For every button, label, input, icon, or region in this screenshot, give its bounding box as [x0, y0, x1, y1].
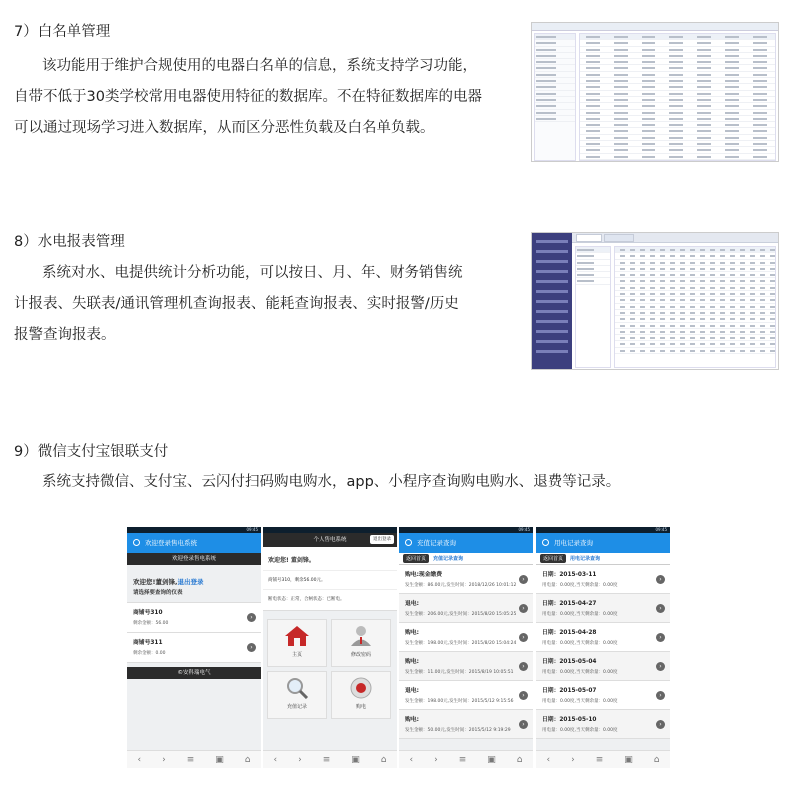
menu-icon[interactable]: ≡ — [458, 754, 467, 765]
chevron-right-icon: › — [519, 691, 528, 700]
tile-change-password[interactable]: 修改密码 — [331, 619, 391, 667]
grid-row — [535, 116, 575, 122]
status-info: 断电状态：正常，合闸状态：已断电。 — [263, 589, 397, 611]
tile-home[interactable]: 主页 — [267, 619, 327, 667]
list-item[interactable]: 商铺号310 剩余金额：56.00 › — [127, 603, 261, 633]
prompt: 请选择要查询的仪表 — [127, 588, 261, 603]
app-header: 欢迎登录售电系统 — [127, 533, 261, 553]
back-home-button[interactable]: 返回首页 — [403, 554, 429, 563]
section-7-line-1: 该功能用于维护合规使用的电器白名单的信息，系统支持学习功能， — [42, 58, 477, 74]
camera-icon[interactable] — [405, 539, 412, 546]
chevron-right-icon: › — [247, 613, 256, 622]
section-7-line-2: 自带不低于30类学校常用电器使用特征的数据库。不在特征数据库的电器 — [14, 89, 482, 105]
forward-icon[interactable]: › — [434, 754, 438, 765]
tabs-icon[interactable]: ▣ — [351, 754, 360, 765]
list-item[interactable]: 日期：2015-05-07 用电量：0.00度,当天剩余量：0.00度 › — [536, 681, 670, 710]
list-item[interactable]: 购电: 发生金额：50.00元,发生时间：2015/5/12 9:19:29 › — [399, 710, 533, 739]
section-8-line-2: 计报表、失联表/通讯管理机查询报表、能耗查询报表、实时报警/历史 — [14, 296, 459, 312]
app-header: 用电记录查询 — [536, 533, 670, 553]
app-header: 充值记录查询 — [399, 533, 533, 553]
list-item[interactable]: 商铺号311 剩余金额：0.00 › — [127, 633, 261, 663]
system-nav — [127, 750, 261, 768]
phone-recharge — [399, 527, 533, 768]
logout-link[interactable]: 退出登录 — [177, 578, 204, 586]
forward-icon[interactable]: › — [571, 754, 575, 765]
forward-icon[interactable]: › — [162, 754, 166, 765]
chevron-right-icon: › — [519, 662, 528, 671]
list-item[interactable]: 日期：2015-04-27 用电量：0.00度,当天剩余量：0.00度 › — [536, 594, 670, 623]
tile-recharge-record[interactable]: 充值记录 — [267, 671, 327, 719]
list-item[interactable]: 退电: 发生金额：206.00元,发生时间：2015/8/20 15:05:25 › — [399, 594, 533, 623]
back-home-button[interactable]: 返回首页 — [540, 554, 566, 563]
phone-login — [127, 527, 261, 768]
status-bar: 09:45 — [127, 527, 261, 533]
back-icon[interactable]: ‹ — [409, 754, 414, 765]
whitelist-screenshot — [531, 22, 779, 162]
grid-row — [615, 348, 775, 354]
list-item[interactable]: 购电:现金缴费 发生金额：86.00元,发生时间：2018/12/26 10:01:12 › — [399, 565, 533, 594]
list-item[interactable]: 日期：2015-04-28 用电量：0.00度,当天剩余量：0.00度 › — [536, 623, 670, 652]
tab-recharge-query[interactable]: 充值记录查询 — [433, 556, 464, 562]
chevron-right-icon: › — [656, 662, 665, 671]
chevron-right-icon: › — [656, 720, 665, 729]
list-item[interactable]: 日期：2015-05-10 用电量：0.00度,当天剩余量：0.00度 › — [536, 710, 670, 739]
tab-usage-query[interactable]: 用电记录查询 — [570, 556, 601, 562]
grid-row — [580, 154, 775, 160]
camera-icon[interactable] — [133, 539, 140, 546]
section-9-line-1: 系统支持微信、支付宝、云闪付扫码购电购水，app、小程序查询购电购水、退费等记录。 — [42, 474, 621, 490]
chevron-right-icon: › — [519, 720, 528, 729]
report-screenshot — [531, 232, 779, 370]
app-header: 个人售电系统 退出登录 — [263, 533, 397, 547]
footer: ©安科瑞电气 — [127, 667, 261, 679]
tabs-icon[interactable]: ▣ — [215, 754, 224, 765]
home-icon[interactable]: ⌂ — [244, 754, 251, 765]
section-8-line-3: 报警查询报表。 — [14, 327, 116, 343]
section-9-heading: 9）微信支付宝银联支付 — [14, 444, 169, 460]
section-7-heading: 7）白名单管理 — [14, 24, 111, 40]
list-item[interactable]: 日期：2015-03-11 用电量：0.00度,当天剩余量：0.00度 › — [536, 565, 670, 594]
phone-home — [263, 527, 397, 768]
power-dial-icon — [348, 677, 374, 699]
list-item[interactable]: 退电: 发生金额：198.00元,发生时间：2015/5/12 9:15:56 › — [399, 681, 533, 710]
greeting-line: 欢迎您! 董剑锋。 — [263, 547, 397, 570]
chevron-right-icon: › — [519, 604, 528, 613]
back-icon[interactable]: ‹ — [273, 754, 278, 765]
list-item[interactable]: 购电: 发生金额：198.00元,发生时间：2015/8/20 15:04:24 › — [399, 623, 533, 652]
tabs-icon[interactable]: ▣ — [624, 754, 633, 765]
section-7-line-3: 可以通过现场学习进入数据库，从而区分恶性负载及白名单负载。 — [14, 120, 435, 136]
camera-icon[interactable] — [542, 539, 549, 546]
section-8-line-1: 系统对水、电提供统计分析功能，可以按日、月、年、财务销售统 — [42, 265, 463, 281]
back-icon[interactable]: ‹ — [137, 754, 142, 765]
system-nav — [399, 750, 533, 768]
greeting-line: 欢迎您!董剑锋,退出登录 — [133, 578, 204, 586]
tab-bar — [536, 553, 670, 565]
magnifier-icon — [284, 677, 310, 699]
tile-buy-power[interactable]: 购电 — [331, 671, 391, 719]
house-icon — [284, 625, 310, 647]
menu-icon[interactable]: ≡ — [186, 754, 195, 765]
forward-icon[interactable]: › — [298, 754, 302, 765]
chevron-right-icon: › — [519, 633, 528, 642]
system-nav — [536, 750, 670, 768]
phone-usage — [536, 527, 670, 768]
chevron-right-icon: › — [656, 691, 665, 700]
chevron-right-icon: › — [656, 604, 665, 613]
tabs-icon[interactable]: ▣ — [487, 754, 496, 765]
tab-bar — [399, 553, 533, 565]
home-icon[interactable]: ⌂ — [653, 754, 660, 765]
menu-icon[interactable]: ≡ — [322, 754, 331, 765]
status-bar: 09:45 — [399, 527, 533, 533]
system-nav — [263, 750, 397, 768]
home-icon[interactable]: ⌂ — [380, 754, 387, 765]
user-icon — [348, 625, 374, 647]
status-bar: 09:45 — [536, 527, 670, 533]
chevron-right-icon: › — [656, 575, 665, 584]
list-item[interactable]: 购电: 发生金额：11.00元,发生时间：2015/8/19 10:05:51 › — [399, 652, 533, 681]
menu-icon[interactable]: ≡ — [595, 754, 604, 765]
section-8-heading: 8）水电报表管理 — [14, 234, 125, 250]
chevron-right-icon: › — [247, 643, 256, 652]
chevron-right-icon: › — [519, 575, 528, 584]
logout-button[interactable]: 退出登录 — [370, 535, 394, 544]
chevron-right-icon: › — [656, 633, 665, 642]
home-icon[interactable]: ⌂ — [516, 754, 523, 765]
grid-row — [576, 278, 610, 284]
sub-header: 欢迎登录售电系统 — [127, 553, 261, 565]
back-icon[interactable]: ‹ — [546, 754, 551, 765]
balance-info: 商铺号310，剩余56.00元。 — [263, 570, 397, 589]
list-item[interactable]: 日期：2015-05-04 用电量：0.00度,当天剩余量：0.00度 › — [536, 652, 670, 681]
